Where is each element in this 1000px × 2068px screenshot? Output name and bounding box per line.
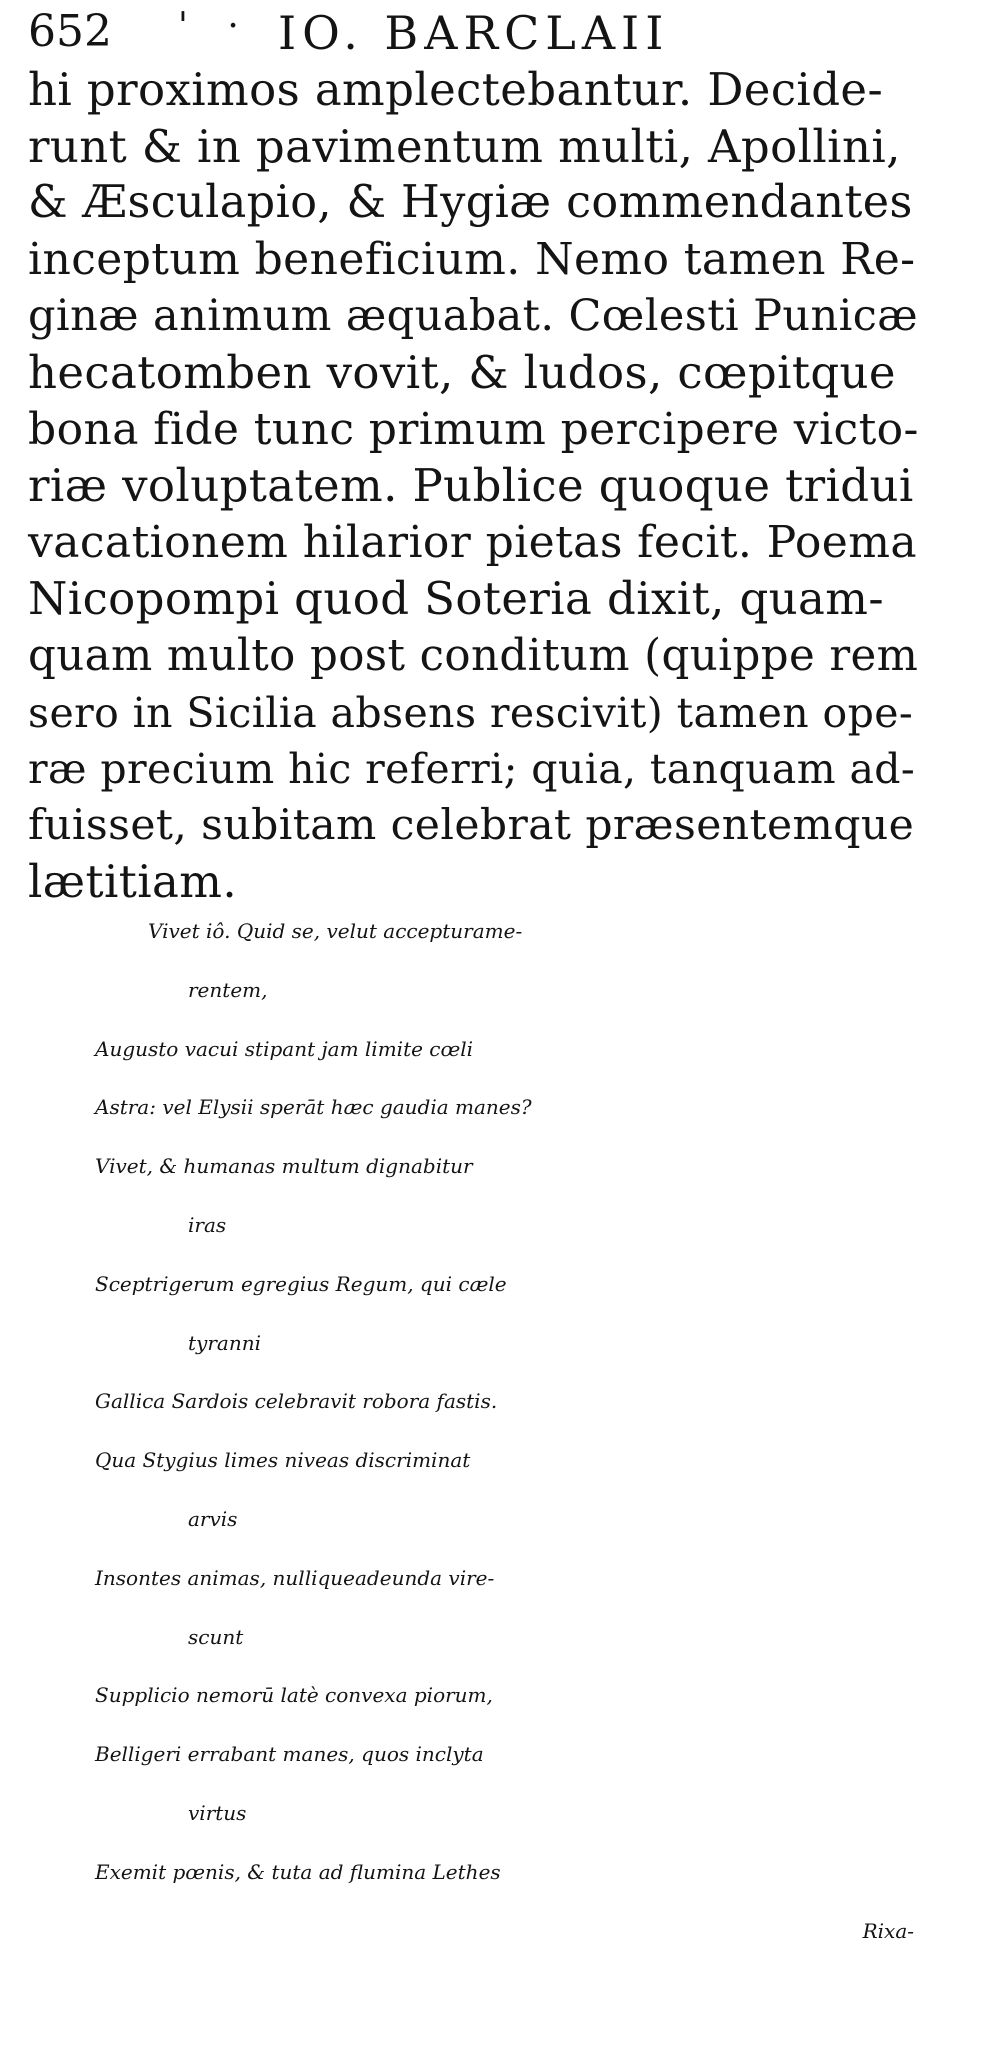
poem-line: Vivet iô. Quid se, velut accepturame-	[148, 919, 523, 943]
prose-line: lætitiam.	[28, 855, 238, 909]
poem-line: Augusto vacui stipant jam limite cœli	[95, 1036, 474, 1061]
poem-line: Gallica Sardois celebravit robora fastis.	[95, 1389, 498, 1414]
poem-line: Astra: vel Elysii sperāt hæc gaudia manes?	[95, 1095, 532, 1120]
prose-line: quam multo post conditum (quippe rem	[28, 630, 919, 681]
prose-line: ræ precium hic referri; quia, tanquam ad-	[28, 745, 916, 794]
prose-line: hi proximos amplectebantur. Decide-	[28, 63, 884, 116]
prose-line: & Æsculapio, & Hygiæ commendantes	[28, 177, 913, 229]
poem-line: Qua Stygius limes niveas discriminat	[95, 1448, 471, 1473]
poem-line: virtus	[188, 1800, 247, 1825]
prose-line: runt & in pavimentum multi, Apollini,	[28, 119, 901, 173]
prose-line: bona fide tunc primum percipere victo-	[28, 403, 919, 455]
prose-line: fuisset, subitam celebrat præsentemque	[28, 800, 915, 850]
poem-line: rentem,	[188, 977, 268, 1002]
poem-line: Insontes animas, nulliqueadeunda vire-	[95, 1565, 495, 1590]
poem-line: Belligeri errabant manes, quos inclyta	[95, 1742, 484, 1767]
page-number: 652	[28, 6, 112, 57]
prose-line: vacationem hilarior pietas fecit. Poema	[28, 516, 917, 568]
poem-line: iras	[188, 1212, 227, 1237]
poem-line: Vivet, & humanas multum dignabitur	[95, 1154, 473, 1179]
prose-line: Nicopompi quod Soteria dixit, quam-	[28, 572, 884, 626]
poem-line: arvis	[188, 1506, 238, 1531]
prose-line: hecatomben vovit, & ludos, cœpitque	[28, 345, 896, 399]
prose-line: riæ voluptatem. Publice quoque tridui	[28, 459, 914, 513]
poem-line: scunt	[188, 1624, 244, 1649]
poem-line: tyranni	[188, 1330, 261, 1355]
poem-line: Exemit pœnis, & tuta ad flumina Lethes	[95, 1859, 501, 1884]
prose-paragraph	[28, 62, 920, 911]
prose-line: ginæ animum æquabat. Cœlesti Punicæ	[28, 291, 919, 342]
prose-line: inceptum beneficium. Nemo tamen Re-	[28, 233, 916, 285]
running-title: IO. BARCLAII	[278, 6, 670, 60]
poem	[0, 902, 1000, 1960]
prose-line: sero in Sicilia absens rescivit) tamen ope-	[28, 688, 914, 737]
catchword: Rixa-	[862, 1918, 914, 1943]
poem-line: Sceptrigerum egregius Regum, qui cæle	[95, 1271, 507, 1296]
poem-line: Supplicio nemorū latè convexa piorum,	[95, 1683, 493, 1708]
header-marks: ' ·	[178, 6, 253, 47]
